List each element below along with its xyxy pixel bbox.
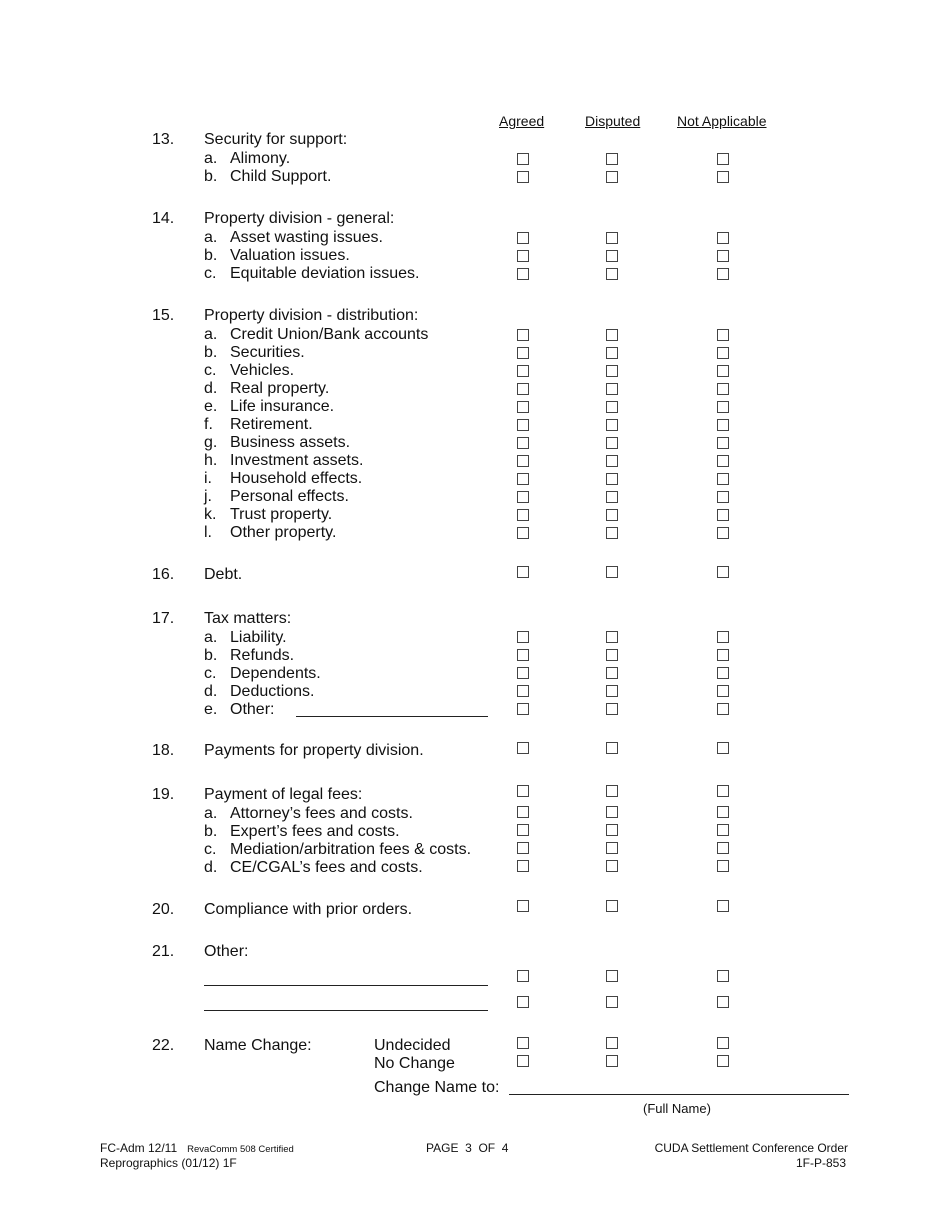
checkbox-agreed[interactable] [517,824,529,836]
item-label: Credit Union/Bank accounts [230,326,429,343]
footer-reprographics: Reprographics (01/12) 1F [100,1156,237,1170]
checkbox-disputed[interactable] [606,365,618,377]
checkbox-disputed[interactable] [606,860,618,872]
section-14-number: 14. [152,210,175,227]
section-20-number: 20. [152,901,175,918]
item-label: Personal effects. [230,488,349,505]
footer-form-code [100,1141,294,1157]
checkbox-disputed[interactable] [606,703,618,715]
checkbox-not-applicable[interactable] [717,250,729,262]
checkbox-not-applicable[interactable] [717,806,729,818]
item-label: Trust property. [230,506,333,523]
item-label: Other property. [230,524,337,541]
checkbox-not-applicable[interactable] [717,970,729,982]
section-15-number: 15. [152,307,175,324]
checkbox-agreed[interactable] [517,1037,529,1049]
item-letter: d. [204,380,218,397]
tax-other-input-line[interactable] [296,716,488,717]
item-label: CE/CGAL’s fees and costs. [230,859,423,876]
item-label: Life insurance. [230,398,335,415]
checkbox-disputed[interactable] [606,667,618,679]
item-letter: a. [204,805,218,822]
footer-page-number: PAGE 3 OF 4 [426,1141,509,1155]
full-name-caption: (Full Name) [643,1101,711,1116]
checkbox-not-applicable[interactable] [717,996,729,1008]
checkbox-agreed[interactable] [517,685,529,697]
item-label: Securities. [230,344,305,361]
checkbox-disputed[interactable] [606,996,618,1008]
checkbox-agreed[interactable] [517,1055,529,1067]
item-label: Vehicles. [230,362,295,379]
item-letter: d. [204,859,218,876]
item-label: Expert’s fees and costs. [230,823,400,840]
checkbox-agreed[interactable] [517,785,529,797]
checkbox-agreed[interactable] [517,491,529,503]
checkbox-not-applicable[interactable] [717,232,729,244]
checkbox-agreed[interactable] [517,900,529,912]
item-label: Attorney’s fees and costs. [230,805,413,822]
certified-text: RevaComm 508 Certified [187,1144,294,1155]
checkbox-disputed[interactable] [606,437,618,449]
item-label-child-support: Child Support. [230,168,332,185]
item-label: Asset wasting issues. [230,229,383,246]
checkbox-agreed[interactable] [517,383,529,395]
item-label: Valuation issues. [230,247,350,264]
item-letter: b. [204,168,218,185]
checkbox-disputed[interactable] [606,742,618,754]
checkbox-agreed[interactable] [517,329,529,341]
section-15-title: Property division - distribution: [204,307,419,324]
checkbox-agreed[interactable] [517,153,529,165]
item-letter: c. [204,841,217,858]
checkbox-disputed[interactable] [606,649,618,661]
checkbox-disputed[interactable] [606,527,618,539]
checkbox-disputed[interactable] [606,401,618,413]
item-label: Household effects. [230,470,363,487]
item-letter: a. [204,629,218,646]
item-label: Dependents. [230,665,321,682]
checkbox-disputed[interactable] [606,473,618,485]
checkbox-agreed[interactable] [517,455,529,467]
item-letter: j. [204,488,212,505]
section-21-title: Other: [204,943,249,960]
checkbox-disputed[interactable] [606,824,618,836]
checkbox-disputed[interactable] [606,419,618,431]
checkbox-not-applicable[interactable] [717,491,729,503]
checkbox-not-applicable[interactable] [717,365,729,377]
checkbox-agreed[interactable] [517,806,529,818]
checkbox-not-applicable[interactable] [717,860,729,872]
checkbox-not-applicable[interactable] [717,527,729,539]
checkbox-not-applicable[interactable] [717,347,729,359]
item-letter: f. [204,416,213,433]
checkbox-disputed[interactable] [606,491,618,503]
item-letter: i. [204,470,212,487]
column-header-disputed: Disputed [585,113,641,129]
checkbox-agreed[interactable] [517,970,529,982]
section-19-title: Payment of legal fees: [204,786,363,803]
item-label: Real property. [230,380,330,397]
checkbox-disputed[interactable] [606,1055,618,1067]
checkbox-disputed[interactable] [606,250,618,262]
item-letter: b. [204,344,218,361]
checkbox-not-applicable[interactable] [717,649,729,661]
checkbox-agreed[interactable] [517,437,529,449]
change-name-label: Change Name to: [374,1079,500,1096]
checkbox-agreed[interactable] [517,232,529,244]
checkbox-agreed[interactable] [517,419,529,431]
checkbox-not-applicable[interactable] [717,383,729,395]
checkbox-agreed[interactable] [517,742,529,754]
item-letter: b. [204,247,218,264]
option-no-change-label: No Change [374,1055,455,1072]
checkbox-agreed[interactable] [517,250,529,262]
checkbox-disputed[interactable] [606,806,618,818]
checkbox-not-applicable[interactable] [717,437,729,449]
section-18-number: 18. [152,742,175,759]
checkbox-disputed[interactable] [606,383,618,395]
checkbox-not-applicable[interactable] [717,742,729,754]
checkbox-disputed[interactable] [606,268,618,280]
checkbox-not-applicable[interactable] [717,842,729,854]
checkbox-disputed[interactable] [606,842,618,854]
section-22-title: Name Change: [204,1037,312,1054]
section-18-title: Payments for property division. [204,742,424,759]
item-letter: d. [204,683,218,700]
section-16-number: 16. [152,566,175,583]
checkbox-agreed[interactable] [517,667,529,679]
option-undecided-label: Undecided [374,1037,451,1054]
item-label: Other: [230,701,275,718]
item-label: Mediation/arbitration fees & costs. [230,841,472,858]
checkbox-not-applicable[interactable] [717,171,729,183]
checkbox-agreed[interactable] [517,703,529,715]
footer-title: CUDA Settlement Conference Order [654,1141,848,1155]
checkbox-disputed[interactable] [606,347,618,359]
checkbox-agreed[interactable] [517,171,529,183]
checkbox-disputed[interactable] [606,509,618,521]
item-letter: e. [204,398,218,415]
checkbox-not-applicable[interactable] [717,509,729,521]
column-header-agreed: Agreed [499,113,545,129]
item-letter: b. [204,823,218,840]
section-22-number: 22. [152,1037,175,1054]
checkbox-not-applicable[interactable] [717,268,729,280]
checkbox-agreed[interactable] [517,527,529,539]
other-input-line-2[interactable] [204,1010,488,1011]
checkbox-not-applicable[interactable] [717,667,729,679]
checkbox-disputed[interactable] [606,631,618,643]
checkbox-not-applicable[interactable] [717,153,729,165]
checkbox-not-applicable[interactable] [717,785,729,797]
checkbox-not-applicable[interactable] [717,824,729,836]
item-label: Liability. [230,629,287,646]
column-header-not-applicable: Not Applicable [677,113,767,129]
checkbox-disputed[interactable] [606,566,618,578]
item-label: Deductions. [230,683,315,700]
checkbox-disputed[interactable] [606,329,618,341]
item-label-alimony: Alimony. [230,150,291,167]
checkbox-not-applicable[interactable] [717,685,729,697]
checkbox-agreed[interactable] [517,509,529,521]
item-label: Equitable deviation issues. [230,265,420,282]
section-17-number: 17. [152,610,175,627]
checkbox-not-applicable[interactable] [717,900,729,912]
checkbox-not-applicable[interactable] [717,703,729,715]
checkbox-not-applicable[interactable] [717,455,729,467]
form-code: FC-Adm 12/11 [100,1141,178,1155]
checkbox-agreed[interactable] [517,842,529,854]
checkbox-agreed[interactable] [517,996,529,1008]
checkbox-agreed[interactable] [517,347,529,359]
item-label: Refunds. [230,647,295,664]
item-label: Investment assets. [230,452,364,469]
item-letter: e. [204,701,218,718]
checkbox-not-applicable[interactable] [717,1055,729,1067]
item-letter: h. [204,452,218,469]
footer-code: 1F-P-853 [795,1156,846,1170]
checkbox-not-applicable[interactable] [717,419,729,431]
section-20-title: Compliance with prior orders. [204,901,413,918]
checkbox-disputed[interactable] [606,970,618,982]
checkbox-agreed[interactable] [517,401,529,413]
checkbox-not-applicable[interactable] [717,631,729,643]
item-label: Retirement. [230,416,313,433]
item-letter: l. [204,524,212,541]
checkbox-agreed[interactable] [517,365,529,377]
checkbox-agreed[interactable] [517,631,529,643]
section-14-title: Property division - general: [204,210,395,227]
item-letter: c. [204,362,217,379]
checkbox-disputed[interactable] [606,900,618,912]
section-13-number: 13. [152,131,175,148]
checkbox-not-applicable[interactable] [717,1037,729,1049]
checkbox-disputed[interactable] [606,171,618,183]
item-letter: b. [204,647,218,664]
section-21-number: 21. [152,943,175,960]
section-19-number: 19. [152,786,175,803]
checkbox-not-applicable[interactable] [717,329,729,341]
item-label: Business assets. [230,434,351,451]
checkbox-not-applicable[interactable] [717,566,729,578]
item-letter: c. [204,665,217,682]
checkbox-disputed[interactable] [606,685,618,697]
checkbox-agreed[interactable] [517,566,529,578]
section-16-title: Debt. [204,566,243,583]
checkbox-agreed[interactable] [517,473,529,485]
item-letter: g. [204,434,218,451]
checkbox-agreed[interactable] [517,649,529,661]
item-letter: a. [204,326,218,343]
checkbox-agreed[interactable] [517,268,529,280]
checkbox-not-applicable[interactable] [717,473,729,485]
other-input-line-1[interactable] [204,985,488,986]
checkbox-not-applicable[interactable] [717,401,729,413]
checkbox-disputed[interactable] [606,1037,618,1049]
section-17-title: Tax matters: [204,610,292,627]
checkbox-disputed[interactable] [606,153,618,165]
item-letter: a. [204,229,218,246]
checkbox-disputed[interactable] [606,455,618,467]
item-letter: k. [204,506,217,523]
checkbox-disputed[interactable] [606,785,618,797]
section-13-title: Security for support: [204,131,348,148]
full-name-input-line[interactable] [509,1094,849,1095]
item-letter: c. [204,265,217,282]
checkbox-disputed[interactable] [606,232,618,244]
item-letter: a. [204,150,218,167]
checkbox-agreed[interactable] [517,860,529,872]
